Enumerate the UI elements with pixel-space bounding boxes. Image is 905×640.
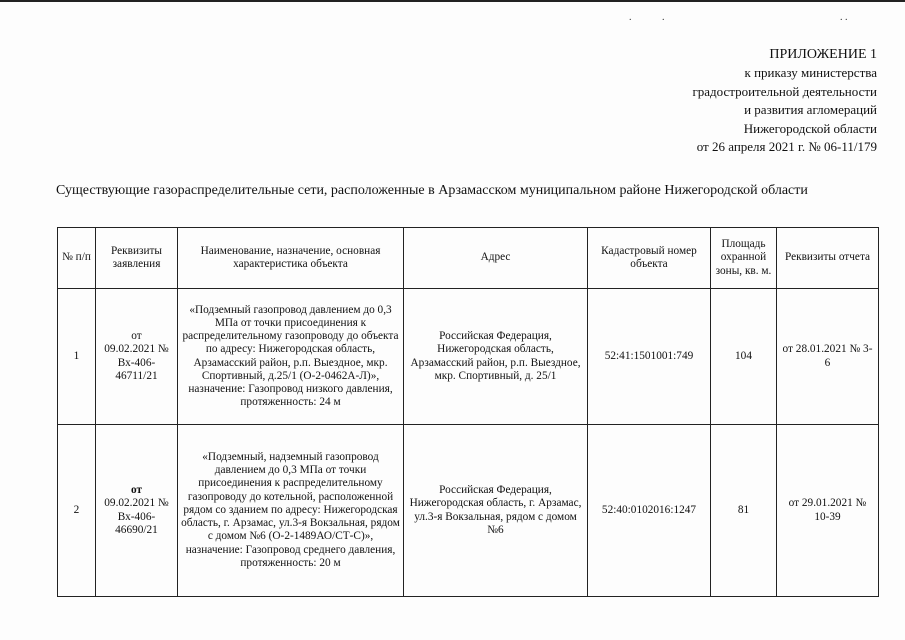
appendix-ref-line: к приказу министерства <box>744 65 877 81</box>
scan-speck: . . <box>840 12 848 23</box>
request-prefix: от <box>130 484 143 497</box>
header-num: № п/п <box>58 228 96 289</box>
cell-cadastral-number: 52:41:1501001:749 <box>588 289 711 425</box>
cell-report-details: от 29.01.2021 № 10-39 <box>777 425 879 597</box>
scan-speck: . <box>662 12 665 23</box>
cell-object-name: «Подземный, надземный газопровод давлением до 0,3 МПа от точки присоединения к распределительному газопроводу до котельной, расположенной рядом со зданием по адресу: Нижегородская область, г. Арзамас, ул.3-я Вокзальная, рядом с домом №6 (О-2-1489АО/СТ-С)», назначение: Газопровод среднего давления, протяженность: 20 м <box>178 425 404 597</box>
appendix-ref-line: Нижегородской области <box>743 120 877 136</box>
scan-speck: . <box>629 12 632 23</box>
header-cadastral-number: Кадастровый номер объекта <box>588 228 711 289</box>
header-address: Адрес <box>404 228 588 289</box>
cell-protection-area: 104 <box>711 289 777 425</box>
header-protection-area: Площадь охранной зоны, кв. м. <box>711 228 777 289</box>
cell-protection-area: 81 <box>711 425 777 597</box>
scan-top-edge-line <box>0 0 905 2</box>
cell-num: 2 <box>58 425 96 597</box>
header-request-details: Реквизиты заявления <box>96 228 178 289</box>
header-object-name: Наименование, назначение, основная характеристика объекта <box>178 228 404 289</box>
request-number: 09.02.2021 № Вх-406-46690/21 <box>104 497 169 536</box>
table-header-row <box>58 228 879 289</box>
appendix-ref-line: и развития агломераций <box>744 102 877 118</box>
document-title: Существующие газораспределительные сети, расположенные в Арзамасском муниципальном районе Нижегородской области <box>56 183 808 198</box>
order-date-number: от 26 апреля 2021 г. № 06-11/179 <box>696 139 877 155</box>
request-number: 09.02.2021 № Вх-406-46711/21 <box>104 343 169 382</box>
table-row <box>58 425 879 597</box>
cell-num: 1 <box>58 289 96 425</box>
header-report-details: Реквизиты отчета <box>777 228 879 289</box>
cell-request-details <box>96 289 178 425</box>
table-row <box>58 289 879 425</box>
cell-object-name: «Подземный газопровод давлением до 0,3 МПа от точки присоединения к распределительному газопроводу до объекта по адресу: Нижегородская область, Арзамасский район, р.п. Выездное, мкр. Спортивный, д.25/1 (О-2-0462А-Л)», назначение: Газопровод низкого давления, протяженность: 24 м <box>178 289 404 425</box>
appendix-header <box>692 46 877 156</box>
appendix-title: ПРИЛОЖЕНИЕ 1 <box>769 47 877 62</box>
cell-cadastral-number: 52:40:0102016:1247 <box>588 425 711 597</box>
request-prefix: от <box>131 330 142 343</box>
gas-network-table <box>57 227 879 597</box>
appendix-ref-line: градостроительной деятельности <box>692 83 877 99</box>
cell-report-details: от 28.01.2021 № 3-6 <box>777 289 879 425</box>
cell-address: Российская Федерация, Нижегородская область, Арзамасский район, р.п. Выездное, мкр. Спортивный, д. 25/1 <box>404 289 588 425</box>
cell-request-details <box>96 425 178 597</box>
cell-address: Российская Федерация, Нижегородская область, г. Арзамас, ул.3-я Вокзальная, рядом с домом №6 <box>404 425 588 597</box>
